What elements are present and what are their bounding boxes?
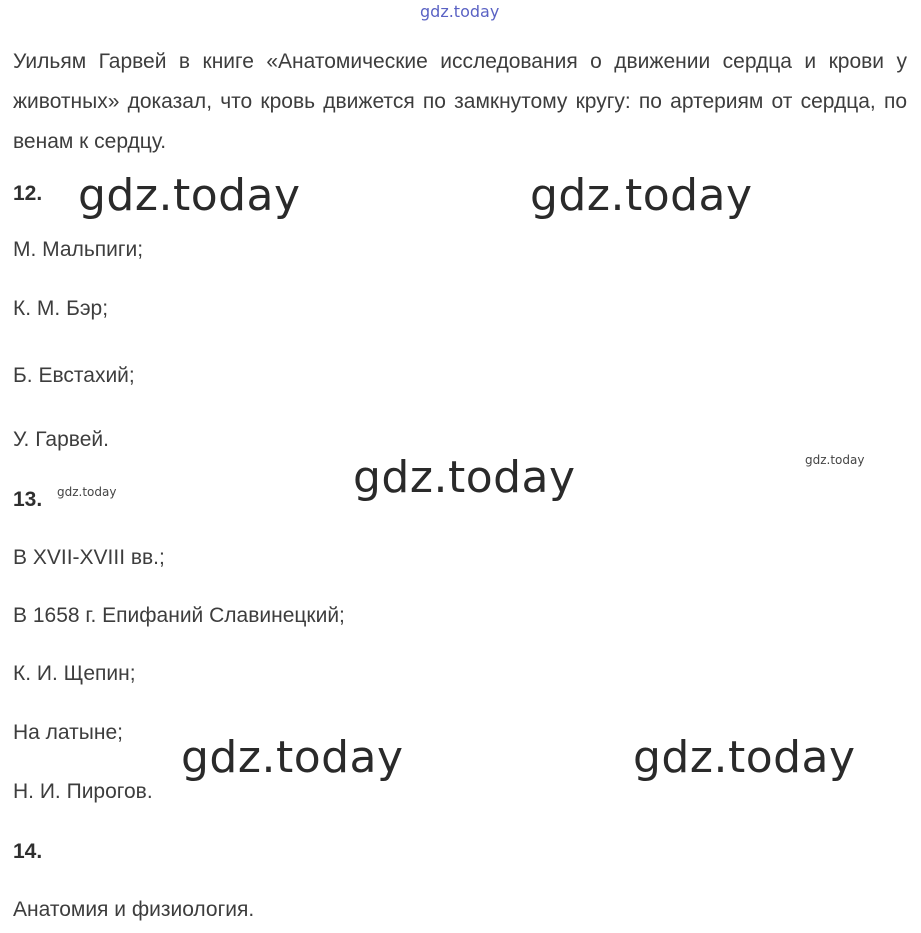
- watermark-large: gdz.today: [78, 170, 301, 221]
- watermark-large: gdz.today: [633, 732, 856, 783]
- list-item: На латыне;: [13, 721, 123, 744]
- list-item: В 1658 г. Епифаний Славинецкий;: [13, 604, 345, 627]
- watermark-top: gdz.today: [420, 2, 500, 21]
- section-12-number: 12.: [13, 182, 43, 205]
- watermark-small: gdz.today: [57, 485, 117, 499]
- list-item: Н. И. Пирогов.: [13, 780, 153, 803]
- watermark-large: gdz.today: [530, 170, 753, 221]
- list-item: В XVII-XVIII вв.;: [13, 546, 165, 569]
- section-14-number: 14.: [13, 840, 43, 863]
- list-item: М. Мальпиги;: [13, 238, 144, 261]
- list-item: К. И. Щепин;: [13, 662, 136, 685]
- watermark-large: gdz.today: [181, 732, 404, 783]
- section-13-number: 13.: [13, 488, 43, 511]
- watermark-small: gdz.today: [805, 453, 865, 467]
- watermark-large: gdz.today: [353, 452, 576, 503]
- intro-paragraph: Уильям Гарвей в книге «Анатомические исследования о движении сердца и крови у животных» доказал, что кровь движется по замкнутому кругу: по артериям от сердца, по венам к сердцу.: [13, 50, 907, 153]
- list-item: Б. Евстахий;: [13, 364, 135, 387]
- list-item: К. М. Бэр;: [13, 297, 109, 320]
- list-item: Анатомия и физиология.: [13, 898, 255, 921]
- list-item: У. Гарвей.: [13, 428, 109, 451]
